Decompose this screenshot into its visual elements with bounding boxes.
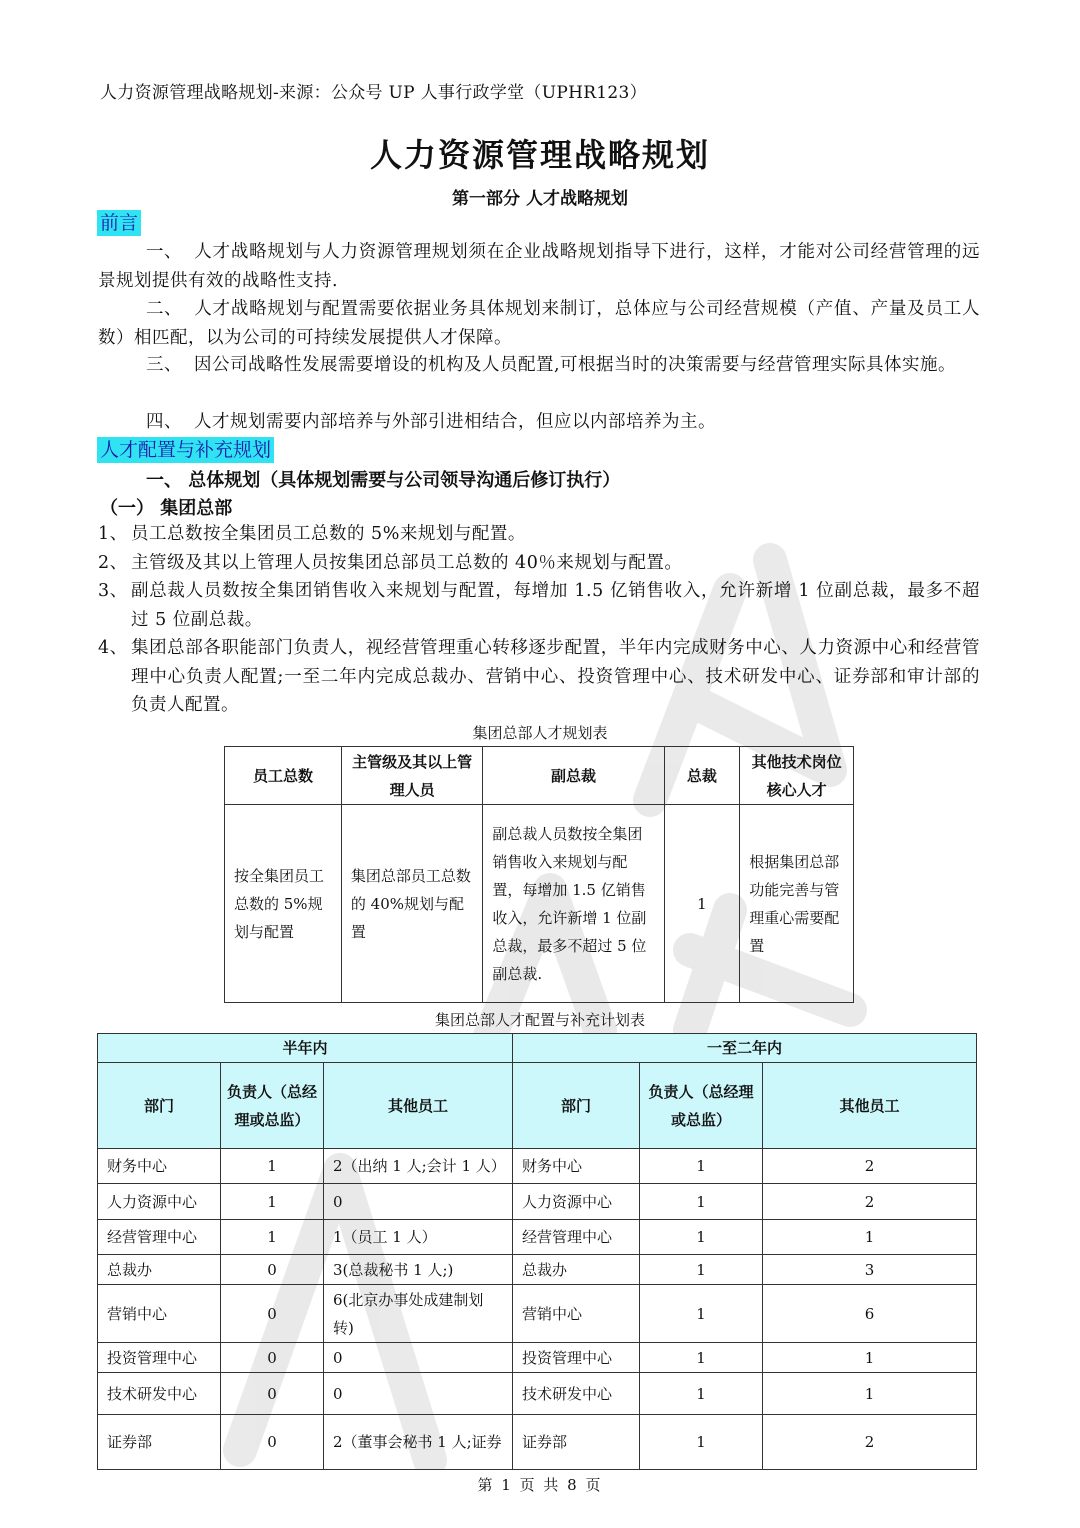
- table-cell: 财务中心: [513, 1149, 640, 1184]
- table-cell: 总裁办: [98, 1255, 221, 1285]
- table-cell: 1: [640, 1285, 763, 1343]
- group-header-one-two-years: 一至二年内: [513, 1034, 977, 1063]
- group-header-half-year: 半年内: [98, 1034, 513, 1063]
- table-cell: 6: [763, 1285, 977, 1343]
- table-cell: 人力资源中心: [513, 1184, 640, 1220]
- table-cell: 1: [763, 1343, 977, 1373]
- preface-item: [98, 351, 980, 380]
- table-cell: 1: [640, 1255, 763, 1285]
- list-item: [98, 520, 980, 549]
- item-number: 一、: [146, 242, 182, 262]
- group-hq-heading: （一） 集团总部: [100, 498, 233, 519]
- item-number: 4、: [98, 638, 128, 658]
- table-cell: 2: [763, 1415, 977, 1470]
- preface-item: [98, 295, 980, 352]
- item-number: 3、: [98, 581, 128, 601]
- table-cell: 1: [221, 1220, 324, 1255]
- table-cell: 2（出纳 1 人;会计 1 人）: [324, 1149, 513, 1184]
- section-heading: 人才配置与补充规划: [97, 437, 274, 463]
- table-cell: 1: [640, 1415, 763, 1470]
- item-text: 人才规划需要内部培养与外部引进相结合，但应以内部培养为主。: [194, 412, 716, 432]
- table-header: 主管级及其以上管理人员: [341, 747, 482, 805]
- table-cell: 1: [221, 1184, 324, 1220]
- table-cell: 根据集团总部功能完善与管理重心需要配置: [740, 805, 854, 1003]
- table-cell: 0: [324, 1184, 513, 1220]
- table-cell: 6(北京办事处成建制划转): [324, 1285, 513, 1343]
- subsection-heading: 一、 总体规划（具体规划需要与公司领导沟通后修订执行）: [146, 470, 621, 491]
- table-cell: 3: [763, 1255, 977, 1285]
- column-header-dept: 部门: [98, 1063, 221, 1149]
- table-cell: 1: [640, 1184, 763, 1220]
- column-header-head: 负责人（总经理或总监）: [221, 1063, 324, 1149]
- table-cell: 证券部: [513, 1415, 640, 1470]
- table-cell: 0: [221, 1285, 324, 1343]
- table-header: 其他技术岗位核心人才: [740, 747, 854, 805]
- list-item: [98, 577, 980, 634]
- table-cell: 2: [763, 1149, 977, 1184]
- table-cell: 1: [763, 1373, 977, 1415]
- table-cell: 1: [640, 1149, 763, 1184]
- table-row: [98, 1373, 977, 1415]
- column-header-dept: 部门: [513, 1063, 640, 1149]
- table1-caption: 集团总部人才规划表: [472, 724, 608, 742]
- table-cell: 3(总裁秘书 1 人;): [324, 1255, 513, 1285]
- table-row: [98, 1343, 977, 1373]
- table-cell: 集团总部员工总数的 40%规划与配置: [341, 805, 482, 1003]
- column-header-other: 其他员工: [324, 1063, 513, 1149]
- list-item: [98, 634, 980, 720]
- table-cell: 经营管理中心: [513, 1220, 640, 1255]
- item-number: 2、: [98, 553, 128, 573]
- table-row: [98, 1220, 977, 1255]
- table-cell: 财务中心: [98, 1149, 221, 1184]
- preface-item: [98, 408, 980, 437]
- staffing-plan-table: [97, 1033, 977, 1470]
- table-row: [98, 1285, 977, 1343]
- table-cell: 1: [221, 1149, 324, 1184]
- table-cell: 副总裁人员数按全集团销售收入来规划与配置，每增加 1.5 亿销售收入，允许新增 1 位副总裁，最多不超过 5 位副总裁.: [483, 805, 664, 1003]
- table-row: [98, 1149, 977, 1184]
- item-number: 二、: [146, 299, 182, 319]
- table-cell: 1（员工 1 人）: [324, 1220, 513, 1255]
- table-row: [98, 1415, 977, 1470]
- document-title: 人力资源管理战略规划: [369, 136, 710, 174]
- table-cell: 投资管理中心: [98, 1343, 221, 1373]
- list-item: [98, 549, 980, 578]
- table-cell: 营销中心: [513, 1285, 640, 1343]
- table-cell: 0: [221, 1373, 324, 1415]
- table-cell: 0: [324, 1373, 513, 1415]
- table2-caption: 集团总部人才配置与补充计划表: [434, 1011, 645, 1029]
- table-cell: 1: [664, 805, 740, 1003]
- table-cell: 按全集团员工总数的 5%规划与配置: [225, 805, 342, 1003]
- table-cell: 1: [640, 1220, 763, 1255]
- table-cell: 0: [221, 1255, 324, 1285]
- table-header: 副总裁: [483, 747, 664, 805]
- column-header-head: 负责人（总经理或总监）: [640, 1063, 763, 1149]
- table-cell: 营销中心: [98, 1285, 221, 1343]
- item-text: 副总裁人员数按全集团销售收入来规划与配置，每增加 1.5 亿销售收入，允许新增 1 位副总裁，最多不超过 5 位副总裁。: [131, 581, 980, 630]
- item-text: 员工总数按全集团员工总数的 5%来规划与配置。: [131, 524, 526, 544]
- table-cell: 投资管理中心: [513, 1343, 640, 1373]
- table-cell: 证券部: [98, 1415, 221, 1470]
- table-cell: 0: [221, 1343, 324, 1373]
- item-number: 四、: [146, 412, 182, 432]
- running-header: 人力资源管理战略规划-来源：公众号 UP 人事行政学堂（UPHR123）: [100, 83, 647, 103]
- table-cell: 2（董事会秘书 1 人;证券: [324, 1415, 513, 1470]
- talent-plan-table: [224, 746, 854, 1003]
- preface-heading: 前言: [97, 210, 141, 236]
- item-number: 三、: [146, 355, 182, 375]
- item-text: 人才战略规划与人力资源管理规划须在企业战略规划指导下进行，这样，才能对公司经营管理的远景规划提供有效的战略性支持.: [98, 242, 980, 291]
- item-number: 1、: [98, 524, 128, 544]
- item-text: 因公司战略性发展需要增设的机构及人员配置,可根据当时的决策需要与经营管理实际具体实施。: [194, 355, 957, 375]
- table-cell: 经营管理中心: [98, 1220, 221, 1255]
- column-header-other: 其他员工: [763, 1063, 977, 1149]
- table-cell: 总裁办: [513, 1255, 640, 1285]
- table-row: [98, 1184, 977, 1220]
- table-cell: 0: [324, 1343, 513, 1373]
- table-cell: 1: [640, 1373, 763, 1415]
- table-cell: 技术研发中心: [513, 1373, 640, 1415]
- part-subtitle: 第一部分 人才战略规划: [452, 189, 628, 209]
- table-header: 员工总数: [225, 747, 342, 805]
- table-cell: 技术研发中心: [98, 1373, 221, 1415]
- table-cell: 人力资源中心: [98, 1184, 221, 1220]
- table-cell: 1: [763, 1220, 977, 1255]
- table-cell: 0: [221, 1415, 324, 1470]
- table-cell: 2: [763, 1184, 977, 1220]
- table-cell: 1: [640, 1343, 763, 1373]
- page-footer: 第 1 页 共 8 页: [477, 1476, 603, 1494]
- table-row: [98, 1255, 977, 1285]
- item-text: 人才战略规划与配置需要依据业务具体规划来制订，总体应与公司经营规模（产值、产量及员工人数）相匹配，以为公司的可持续发展提供人才保障。: [98, 299, 980, 348]
- item-text: 主管级及其以上管理人员按集团总部员工总数的 40％来规划与配置。: [131, 553, 683, 573]
- preface-item: [98, 238, 980, 295]
- table-header: 总裁: [664, 747, 740, 805]
- item-text: 集团总部各职能部门负责人，视经营管理重心转移逐步配置，半年内完成财务中心、人力资源中心和经营管理中心负责人配置;一至二年内完成总裁办、营销中心、投资管理中心、技术研发中心、证券部和审计部的负责人配置。: [131, 638, 980, 715]
